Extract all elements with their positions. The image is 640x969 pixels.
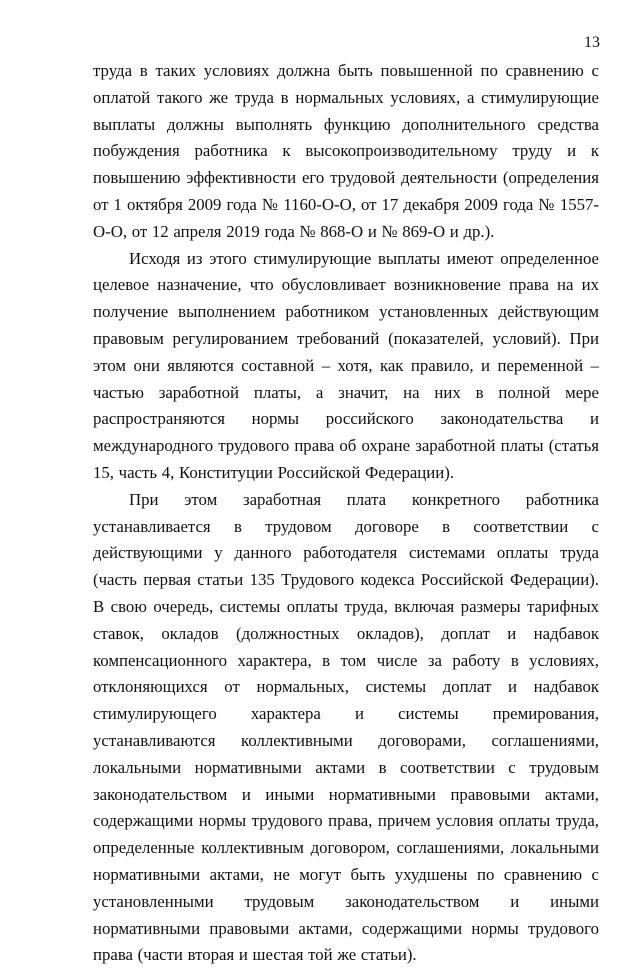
paragraph-continuation: труда в таких условиях должна быть повышенной по сравнению с оплатой такого же труда в нормальных условиях, а стимулирующие выплаты должны выполнять функцию дополнительного средства побуждения работника к высокопроизводительному труду и к повышению эффективности его трудовой деятельности (определения от 1 октября 2009 года № 1160-О-О, от 17 декабря 2009 года № 1557-О-О, от 12 апреля 2019 года № 868-О и № 869-О и др.). xyxy=(93,61,599,241)
paragraph-stimulating-payments: Исходя из этого стимулирующие выплаты имеют определенное целевое назначение, что обусловливает возникновение права на их получение выполнением работником установленных действующим правовым регулированием требований (показателей, условий). При этом они являются составной – хотя, как правило, и переменной – частью заработной платы, а значит, на них в полной мере распространяются нормы российского законодательства и международного трудового права об охране заработной платы (статья 15, часть 4, Конституции Российской Федерации). xyxy=(93,248,599,482)
paragraph-wage-systems: При этом заработная плата конкретного работника устанавливается в трудовом договоре в соответствии с действующими у данного работодателя системами оплаты труда (часть первая статьи 135 Трудового кодекса Российской Федерации). В свою очередь, системы оплаты труда, включая размеры тарифных ставок, окладов (должностных окладов), доплат и надбавок компенсационного характера, в том числе за работу в условиях, отклоняющихся от нормальных, системы доплат и надбавок стимулирующего характера и системы премирования, устанавливаются коллективными договорами, соглашениями, локальными нормативными актами в соответствии с трудовым законодательством и иными нормативными правовыми актами, содержащими нормы трудового права, причем условия оплаты труда, определенные коллективным договором, соглашениями, локальными нормативными актами, не могут быть ухудшены по сравнению с установленными трудовым законодательством и иными нормативными правовыми актами, содержащими нормы трудового права (части вторая и шестая той же статьи). xyxy=(93,489,599,965)
document-body xyxy=(93,58,599,969)
page-number: 13 xyxy=(584,34,600,51)
